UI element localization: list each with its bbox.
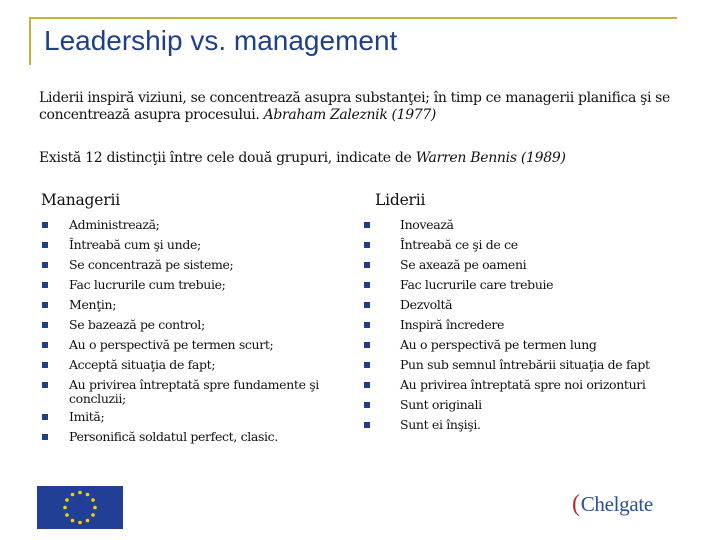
square-bullet-icon	[364, 242, 370, 248]
list-item-text: Pun sub semnul întrebării situaţia de fapt	[400, 357, 650, 372]
list-item	[42, 258, 337, 272]
quote-text: Liderii inspiră viziuni, se concentrează asupra substanţei; în timp ce managerii planifica şi se concentrează asupra procesului.	[39, 90, 670, 123]
list-item-text: Inspiră încredere	[400, 317, 505, 332]
square-bullet-icon	[364, 382, 370, 388]
list-item	[42, 238, 337, 252]
list-item	[42, 430, 337, 444]
list-item-text: Întreabă cum şi unde;	[69, 237, 201, 252]
square-bullet-icon	[42, 434, 48, 440]
square-bullet-icon	[42, 242, 48, 248]
list-item	[42, 218, 337, 232]
square-bullet-icon	[364, 362, 370, 368]
managers-list	[42, 218, 337, 450]
distinctions-author: Warren Bennis (1989)	[415, 150, 566, 166]
square-bullet-icon	[364, 282, 370, 288]
eu-star-icon	[91, 513, 95, 517]
list-item-text: Fac lucrurile cum trebuie;	[69, 277, 226, 292]
eu-flag-icon	[37, 486, 123, 529]
eu-star-icon	[71, 493, 75, 497]
leaders-list	[364, 218, 664, 438]
list-item-text: Întreabă ce şi de ce	[400, 237, 518, 252]
eu-star-icon	[78, 491, 82, 495]
list-item-text: Au o perspectivă pe termen lung	[400, 337, 597, 352]
list-item	[364, 338, 664, 352]
square-bullet-icon	[364, 302, 370, 308]
square-bullet-icon	[364, 262, 370, 268]
square-bullet-icon	[42, 342, 48, 348]
list-item-text: Sunt ei înşişi.	[400, 417, 481, 432]
list-item-text: Au o perspectivă pe termen scurt;	[69, 337, 274, 352]
square-bullet-icon	[42, 282, 48, 288]
list-item	[364, 358, 664, 372]
list-item	[42, 378, 337, 406]
list-item-text: Se concentrază pe sisteme;	[69, 257, 234, 272]
list-item-text: Menţin;	[69, 297, 117, 312]
eu-star-icon	[86, 519, 90, 523]
square-bullet-icon	[42, 414, 48, 420]
list-item	[42, 298, 337, 312]
eu-star-icon	[65, 498, 69, 502]
list-item-text: Inovează	[400, 217, 454, 232]
zaleznik-quote	[39, 90, 689, 124]
eu-star-icon	[78, 521, 82, 525]
leaders-heading: Liderii	[375, 191, 426, 209]
square-bullet-icon	[42, 382, 48, 388]
list-item	[364, 218, 664, 232]
list-item	[42, 338, 337, 352]
title-frame-top-rule	[29, 17, 677, 19]
list-item	[364, 238, 664, 252]
square-bullet-icon	[42, 362, 48, 368]
quote-author: Abraham Zaleznik (1977)	[263, 107, 437, 123]
list-item	[364, 418, 664, 432]
square-bullet-icon	[364, 422, 370, 428]
list-item	[364, 398, 664, 412]
list-item-text: Au privirea întreptată spre fundamente şi concluzii;	[69, 377, 319, 407]
eu-star-icon	[71, 519, 75, 523]
square-bullet-icon	[42, 262, 48, 268]
slide-title: Leadership vs. management	[44, 25, 398, 56]
eu-flag-stars	[37, 486, 123, 529]
bennis-distinctions	[39, 150, 689, 167]
list-item	[42, 358, 337, 372]
list-item-text: Imită;	[69, 409, 105, 425]
square-bullet-icon	[42, 222, 48, 228]
title-frame-left-rule	[29, 17, 31, 65]
eu-star-icon	[91, 498, 95, 502]
list-item	[42, 410, 337, 424]
list-item-text: Au privirea întreptată spre noi orizonturi	[400, 377, 646, 392]
list-item	[42, 278, 337, 292]
distinctions-text: Există 12 distincţii între cele două grupuri, indicate de	[39, 150, 412, 166]
list-item-text: Sunt originali	[400, 397, 482, 412]
eu-star-icon	[65, 513, 69, 517]
list-item	[364, 298, 664, 312]
list-item	[364, 378, 664, 392]
list-item-text: Personifică soldatul perfect, clasic.	[69, 429, 278, 445]
square-bullet-icon	[42, 322, 48, 328]
list-item	[364, 278, 664, 292]
list-item-text: Se bazează pe control;	[69, 317, 205, 332]
list-item-text: Fac lucrurile care trebuie	[400, 277, 554, 292]
managers-heading: Managerii	[41, 191, 120, 209]
square-bullet-icon	[364, 222, 370, 228]
chelgate-logo-mark: (	[572, 491, 580, 517]
list-item	[364, 258, 664, 272]
list-item-text: Acceptă situaţia de fapt;	[69, 357, 216, 372]
eu-star-icon	[86, 493, 90, 497]
square-bullet-icon	[364, 402, 370, 408]
list-item	[42, 318, 337, 332]
eu-star-icon	[93, 506, 97, 510]
list-item-text: Dezvoltă	[400, 297, 453, 312]
chelgate-logo	[572, 491, 664, 517]
list-item-text: Se axează pe oameni	[400, 257, 527, 272]
square-bullet-icon	[364, 342, 370, 348]
chelgate-logo-text: Chelgate	[580, 492, 653, 516]
list-item-text: Administrează;	[69, 217, 160, 232]
eu-star-icon	[63, 506, 67, 510]
square-bullet-icon	[364, 322, 370, 328]
list-item	[364, 318, 664, 332]
square-bullet-icon	[42, 302, 48, 308]
